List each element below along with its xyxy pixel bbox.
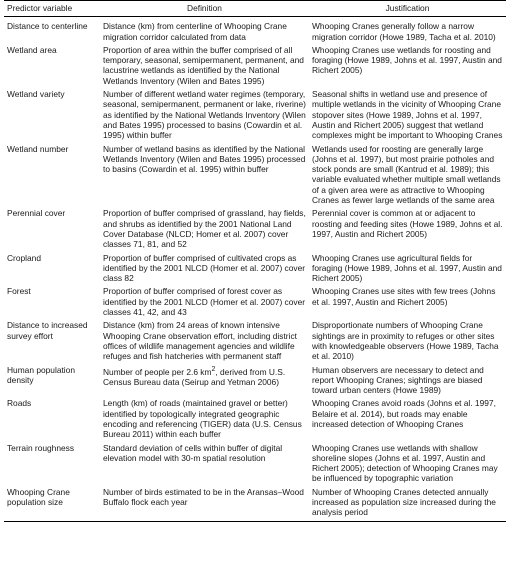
cell-variable: Human population density: [7, 364, 75, 385]
cell-justification: Wetlands used for roosting are generally large (Johns et al. 1997), but most prairie potholes and stock ponds are small (Kantrud et al. 1989); this variable evaluated whether multiple small wetlands of a given area were as attractive to Whooping Cranes as fewer large wetlands of the same area: [312, 143, 501, 206]
header-justification: Justification: [309, 1, 506, 17]
cell-justification: Number of Whooping Cranes detected annually increased as population size increased during the analysis period: [309, 487, 506, 521]
table-row: [4, 443, 506, 487]
table-row: [4, 144, 506, 209]
table-row: [4, 398, 506, 442]
table-row: [4, 365, 506, 399]
cell-definition: Number of different wetland water regimes (temporary, seasonal, semipermanent, permanent or lake, riverine) as identified by the National Wetlands Inventory (Wilen and Bates 1995) processed to basins (Cowardin et al. 1995) within buffer: [103, 89, 306, 141]
cell-justification: Whooping Cranes use wetlands for roosting and foraging (Howe 1989, Johns et al. 1997, Austin and Richert 2005): [312, 44, 502, 76]
header-row: [4, 1, 506, 17]
cell-variable: Wetland variety: [7, 89, 65, 100]
table-row: [4, 208, 506, 252]
cell-variable: Cropland: [7, 252, 41, 263]
cell-definition: Proportion of buffer comprised of cultivated crops as identified by the 2001 NLCD (Homer et al. 2007) cover class 82: [103, 252, 306, 284]
predictor-variable-table: [4, 0, 506, 522]
cell-definition: Distance (km) from 24 areas of known intensive Whooping Crane observation effort, including district offices of wildlife management agencies and wildlife refuges and fish hatcheries with permanent staff: [103, 320, 297, 362]
cell-definition: Number of birds estimated to be in the Aransas–Wood Buffalo flock each year: [100, 487, 309, 521]
table-row: [4, 320, 506, 364]
cell-justification: Disproportionate numbers of Whooping Crane sightings are in proximity to refuges or other sites with knowledgeable observers (Howe 1989, Tacha et al. 2010): [312, 320, 499, 362]
definition-text-continued: , derived from U.S. Census Bureau data (Seirup and Yetman 2006): [103, 366, 286, 387]
cell-definition: Distance (km) from centerline of Whooping Crane migration corridor calculated from data: [103, 21, 287, 42]
predictor-variable-table-container: [4, 0, 506, 522]
table-row: [4, 89, 506, 143]
cell-variable: Forest: [7, 286, 31, 297]
cell-justification: Whooping Cranes generally follow a narrow migration corridor (Howe 1989, Tacha et al. 2010): [312, 21, 496, 42]
cell-justification: Whooping Cranes avoid roads (Johns et al. 1997, Belaire et al. 2014), but roads may enable increased detection of Whooping Cranes: [312, 398, 496, 429]
cell-justification: Human observers are necessary to detect and report Whooping Cranes; sightings are biased toward urban centers (Howe 1989): [312, 364, 484, 396]
cell-variable: Wetland area: [7, 44, 57, 55]
cell-variable: Terrain roughness: [7, 442, 75, 453]
cell-variable: Roads: [7, 398, 32, 409]
cell-variable: Distance to centerline: [7, 21, 88, 32]
cell-definition: Proportion of buffer comprised of forest cover as identified by the 2001 NLCD (Homer et al. 2007) cover classes 41, 42, and 43: [103, 286, 306, 318]
table-row: [4, 487, 506, 521]
cell-definition: Length (km) of roads (maintained gravel or better) identified by topologically integrated geographic encoding and referencing (TIGER) data (U.S. Census Bureau 2011) within each buffer: [103, 398, 302, 440]
header-predictor-variable: Predictor variable: [4, 1, 100, 17]
table-row: [4, 17, 506, 45]
cell-justification: Whooping Cranes use wetlands with shallow shoreline slopes (Johns et al. 1997, Austin and Richert 2005); detection of Whooping Cranes may be influenced by topographic variation: [312, 442, 498, 484]
header-definition: Definition: [100, 1, 309, 17]
table-body: [4, 17, 506, 521]
cell-justification: Seasonal shifts in wetland use and presence of multiple wetlands in the vicinity of Whooping Crane stopover sites (Howe 1989, Johns et al. 1997, Austin and Richert 2005) suggest that wetland complexes might be important to Whooping Cranes: [312, 89, 503, 141]
cell-definition: Proportion of buffer comprised of grassland, hay fields, and shrubs as identified by the 2001 National Land Cover Database (NLCD; Homer et al. 2007) cover classes 71, 81, and 52: [103, 208, 306, 250]
cell-justification: Whooping Cranes use sites with few trees (Johns et al. 1997, Austin and Richert 2005): [312, 286, 496, 307]
table-row: [4, 45, 506, 89]
cell-definition: Proportion of area within the buffer comprised of all temporary, seasonal, semipermanent, permanent, and lacustrine wetlands as identified by the National Wetlands Inventory (Wilen and Bates 1995): [103, 44, 304, 86]
table-row: [4, 286, 506, 320]
cell-variable: Distance to increased survey effort: [7, 320, 88, 341]
cell-definition: Number of wetland basins as identified by the National Wetlands Inventory (Wilen and Bates 1995) processed to basins (Cowardin et al. 1995) within buffer: [103, 143, 306, 175]
cell-variable: Perennial cover: [7, 208, 66, 219]
cell-justification: Perennial cover is common at or adjacent to roosting and feeding sites (Howe 1989, Johns et al. 1997, Austin and Richert 2005): [312, 208, 503, 239]
definition-text: Number of people per 2.6 km: [103, 366, 212, 377]
cell-justification: Whooping Cranes use agricultural fields for foraging (Howe 1989, Johns et al. 1997, Austin and Richert 2005): [312, 252, 502, 284]
table-header: [4, 1, 506, 17]
superscript-exponent: 2: [211, 365, 216, 373]
table-row: [4, 253, 506, 287]
cell-definition: Standard deviation of cells within buffer of digital elevation model with 30-m spatial resolution: [103, 442, 283, 463]
cell-definition: [100, 365, 309, 399]
cell-variable: Wetland number: [7, 143, 69, 154]
cell-variable: Whooping Crane population size: [4, 487, 100, 521]
